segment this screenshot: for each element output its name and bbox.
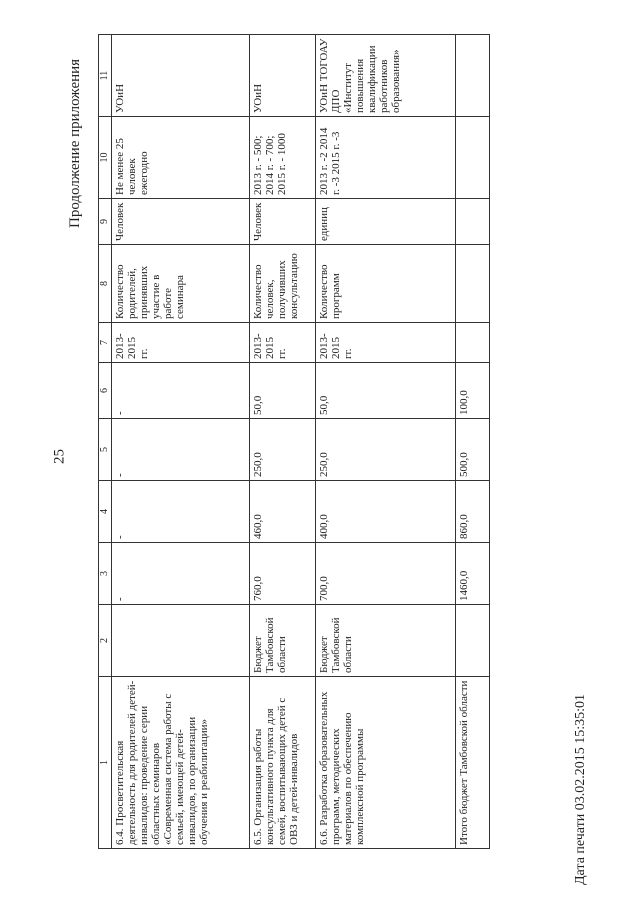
header-cell: 10 xyxy=(99,117,112,199)
total-cell: 700,0 xyxy=(316,543,456,605)
program-table xyxy=(98,35,490,849)
period-cell: 2013-2015 гг. xyxy=(250,323,316,363)
year-2015-cell: 50,0 xyxy=(316,363,456,419)
year-2013-cell: 460,0 xyxy=(250,481,316,543)
funding-source-cell: Бюджет Тамбовской области xyxy=(250,605,316,677)
header-cell: 3 xyxy=(99,543,112,605)
header-cell: 4 xyxy=(99,481,112,543)
table-row-total xyxy=(456,35,490,849)
activity-cell: 6.6. Разработка образовательных программ, методических материалов по обеспечению комплексной программы xyxy=(316,677,456,849)
table-row xyxy=(250,35,316,849)
unit-cell xyxy=(456,199,490,245)
header-cell: 5 xyxy=(99,419,112,481)
header-cell: 9 xyxy=(99,199,112,245)
target-value-cell: Не менее 25 человек ежегодно xyxy=(112,117,250,199)
period-cell: 2013-2015 гг. xyxy=(316,323,456,363)
indicator-cell: Количество родителей, принявших участие в работе семинара xyxy=(112,245,250,323)
year-2013-cell: 860,0 xyxy=(456,481,490,543)
year-2015-cell: 100,0 xyxy=(456,363,490,419)
executor-cell: УОиН ТОГОАУ ДПО «Институт повышения квалификации работников образования» xyxy=(316,35,456,117)
period-cell xyxy=(456,323,490,363)
year-2014-cell: 250,0 xyxy=(250,419,316,481)
funding-source-cell xyxy=(112,605,250,677)
funding-source-cell xyxy=(456,605,490,677)
activity-cell: Итого бюджет Тамбовской области xyxy=(456,677,490,849)
total-cell: - xyxy=(112,543,250,605)
print-date: Дата печати 03.02.2015 15:35:01 xyxy=(573,693,588,885)
executor-cell: УОиН xyxy=(250,35,316,117)
page-number: 25 xyxy=(51,449,68,464)
indicator-cell xyxy=(456,245,490,323)
header-cell: 8 xyxy=(99,245,112,323)
funding-source-cell: Бюджет Тамбовской области xyxy=(316,605,456,677)
period-cell: 2013-2015 гг. xyxy=(112,323,250,363)
unit-cell: Человек xyxy=(250,199,316,245)
appendix-title: Продолжение приложения xyxy=(67,58,83,228)
total-cell: 760,0 xyxy=(250,543,316,605)
year-2015-cell: 50,0 xyxy=(250,363,316,419)
activity-cell: 6.5. Организация работы консультативного пункта для семей, воспитывающих детей с ОВЗ и детей-инвалидов xyxy=(250,677,316,849)
header-row xyxy=(99,35,112,849)
target-value-cell xyxy=(456,117,490,199)
header-cell: 1 xyxy=(99,677,112,849)
indicator-cell: Количество программ xyxy=(316,245,456,323)
table-row xyxy=(112,35,250,849)
executor-cell: УОиН xyxy=(112,35,250,117)
header-cell: 7 xyxy=(99,323,112,363)
target-value-cell: 2013 г. -2 2014 г. -3 2015 г. -3 xyxy=(316,117,456,199)
year-2013-cell: 400,0 xyxy=(316,481,456,543)
header-cell: 6 xyxy=(99,363,112,419)
executor-cell xyxy=(456,35,490,117)
year-2015-cell: - xyxy=(112,363,250,419)
total-cell: 1460,0 xyxy=(456,543,490,605)
unit-cell: Человек xyxy=(112,199,250,245)
year-2014-cell: - xyxy=(112,419,250,481)
table-row xyxy=(316,35,456,849)
activity-cell: 6.4. Просветительская деятельность для родителей детей-инвалидов: проведение серии областных семинаров «Современная система работы с семьей, имеющей детей-инвалидов, по организации обучения и реабилитации» xyxy=(112,677,250,849)
header-cell: 11 xyxy=(99,35,112,117)
year-2013-cell: - xyxy=(112,481,250,543)
target-value-cell: 2013 г. - 500; 2014 г. - 700; 2015 г. - 1000 xyxy=(250,117,316,199)
year-2014-cell: 500,0 xyxy=(456,419,490,481)
indicator-cell: Количество человек, получивших консультацию xyxy=(250,245,316,323)
year-2014-cell: 250,0 xyxy=(316,419,456,481)
header-cell: 2 xyxy=(99,605,112,677)
unit-cell: единиц xyxy=(316,199,456,245)
